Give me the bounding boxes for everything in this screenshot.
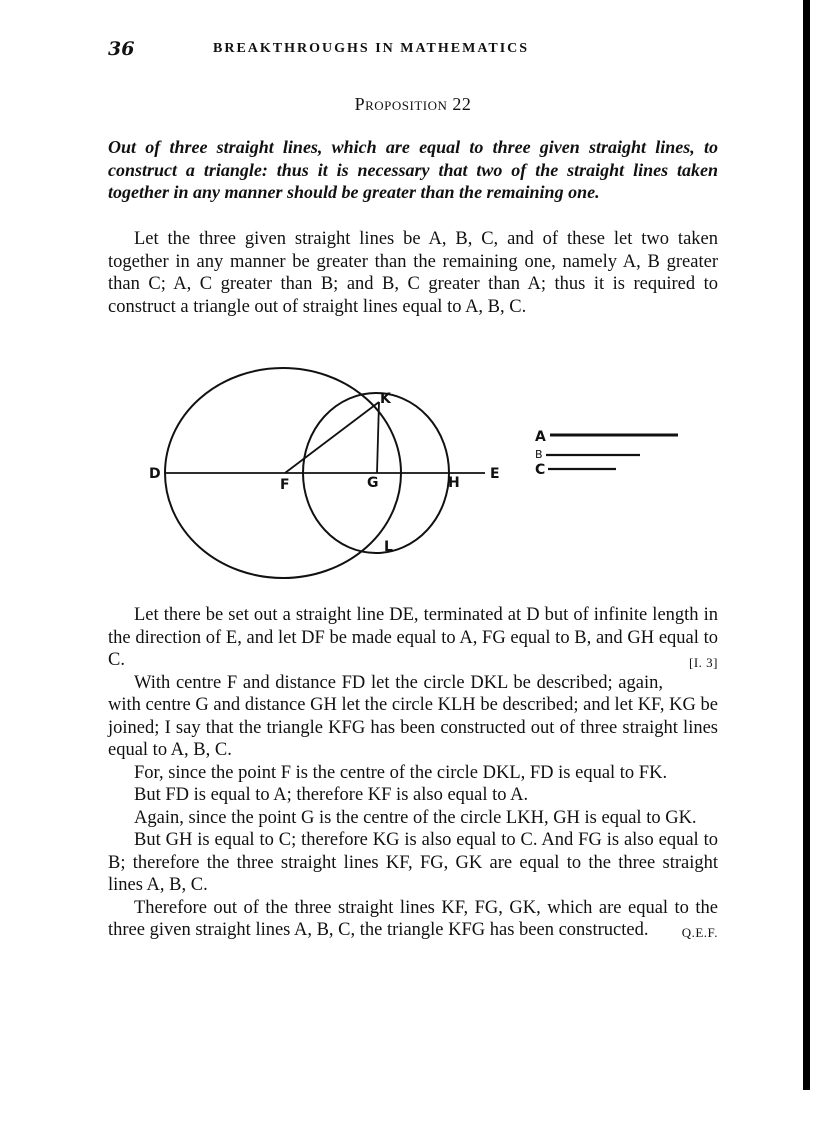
proof-paragraph-1 [108,604,718,672]
proof-section [108,604,718,945]
proof-paragraph-1-text: Let there be set out a straight line DE, terminated at D but of infinite length in the direction of E, and let DF be made equal to A, FG equal to B, and GH equal to C. [108,605,718,670]
construction-diagram [130,345,690,605]
label-l: L [384,539,393,555]
running-head: BREAKTHROUGHS IN MATHEMATICS [213,41,530,56]
label-b: B [535,448,543,461]
proof-paragraph-2: With centre F and distance FD let the circle DKL be described; again, with centre G and distance GH let the circle KLH be described; and let KF, KG be joined; I say that the triangle KFG has been constructed out of three straight lines equal to A, B, C. [108,672,718,760]
proof-paragraph-6: But GH is equal to C; therefore KG is also equal to C. And FG is also equal to B; therefore the three straight lines KF, FG, GK are equal to the three straight lines A, B, C. [108,830,718,895]
intro-paragraph: Let the three given straight lines be A, B, C, and of these let two taken together in any manner be greater than the remaining one, namely A, B greater than C; A, C greater than B; and B, C greater than A; thus it is required to construct a triangle out of straight lines equal to A, B, C. [108,229,718,317]
page-header [108,38,718,62]
label-k: K [380,391,391,407]
construction-figure [130,345,690,605]
qef-mark: Q.E.F. [681,925,718,940]
proof-paragraph-7 [108,897,718,942]
label-c: C [535,462,546,478]
proposition-title [108,94,718,115]
label-d: D [149,466,161,482]
label-a: A [535,429,546,445]
proof-paragraph-5: Again, since the point G is the centre of the circle LKH, GH is equal to GK. [134,807,697,828]
label-e: E [490,466,500,482]
label-f: F [280,477,290,493]
proposition-title-text: Proposition 22 [354,94,472,114]
proof-paragraph-3: For, since the point F is the centre of the circle DKL, FD is equal to FK. [134,762,668,783]
segment-kg [377,402,379,473]
proposition-statement: Out of three straight lines, which are equal to three given straight lines, to construct a triangle: thus it is necessary that two of the straight lines taken together in any manner should be greater than the remaining one. [108,137,718,202]
intro-section [108,228,718,318]
page-number: 36 [108,38,135,60]
segment-kf [285,402,379,473]
euclid-reference: [I. 3] [689,655,718,670]
proof-paragraph-4: But FD is equal to A; therefore KF is also equal to A. [134,785,529,805]
page-edge-rule [803,0,810,1090]
label-g: G [367,475,379,491]
proof-paragraph-7-text: Therefore out of the three straight lines KF, FG, GK, which are equal to the three given straight lines A, B, C, the triangle KFG has been constructed. [108,897,718,940]
label-h: H [448,475,460,491]
